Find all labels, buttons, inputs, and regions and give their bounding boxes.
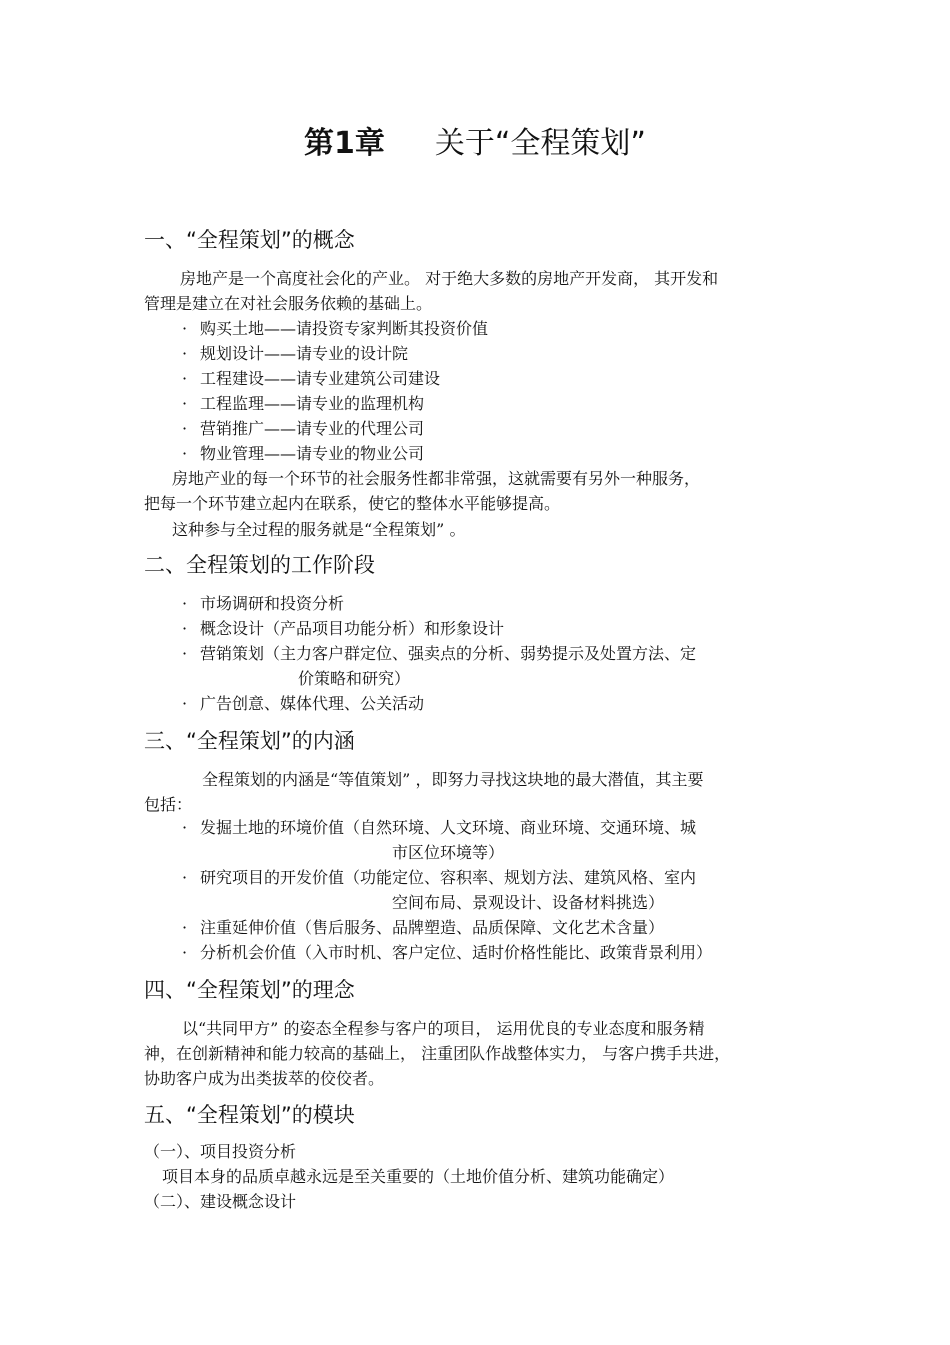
section-2-heading: 二、全程策划的工作阶段 (144, 553, 375, 577)
s1-paragraph-line: 房地产业的每一个环节的社会服务性都非常强，这就需要有另外一种服务， (172, 469, 701, 488)
s2-bullet: · 概念设计（产品项目功能分析）和形象设计 (182, 619, 505, 638)
s1-paragraph-line: 管理是建立在对社会服务依赖的基础上。 (144, 294, 433, 313)
s2-bullet: · 营销策划（主力客户群定位、强卖点的分析、弱势提示及处置方法、定 (182, 644, 697, 663)
section-3-heading: 三、“全程策划”的内涵 (144, 729, 355, 753)
section-5-heading: 五、“全程策划”的模块 (144, 1103, 355, 1127)
s3-bullet: · 注重延伸价值（售后服务、品牌塑造、品质保障、文化艺术含量） (182, 918, 665, 937)
s3-paragraph-line: 包括： (144, 795, 193, 814)
s1-bullet: · 物业管理——请专业的物业公司 (182, 444, 425, 463)
s2-bullet-continuation: 价策略和研究） (298, 669, 411, 688)
s1-bullet: · 工程监理——请专业的监理机构 (182, 394, 425, 413)
section-1-heading: 一、“全程策划”的概念 (144, 228, 355, 252)
section-4-heading: 四、“全程策划”的理念 (144, 978, 355, 1002)
s1-bullet: · 规划设计——请专业的设计院 (182, 344, 409, 363)
s4-paragraph-line: 以“共同甲方” 的姿态全程参与客户的项目， 运用优良的专业态度和服务精 (182, 1019, 705, 1038)
s1-bullet: · 购买土地——请投资专家判断其投资价值 (182, 319, 489, 338)
s5-subheading: （二）、建设概念设计 (144, 1192, 297, 1211)
s4-paragraph-line: 神，在创新精神和能力较高的基础上， 注重团队作战整体实力， 与客户携手共进， (144, 1044, 731, 1063)
s1-bullet: · 工程建设——请专业建筑公司建设 (182, 369, 441, 388)
s1-paragraph-line: 把每一个环节建立起内在联系，使它的整体水平能够提高。 (144, 494, 561, 513)
s3-bullet-continuation: 空间布局、景观设计、设备材料挑选） (392, 893, 665, 912)
s3-bullet: · 分析机会价值（入市时机、客户定位、适时价格性能比、政策背景利用） (182, 943, 713, 962)
s5-paragraph-line: 项目本身的品质卓越永远是至关重要的（土地价值分析、建筑功能确定） (162, 1167, 675, 1186)
s1-paragraph-line: 房地产是一个高度社会化的产业。 对于绝大多数的房地产开发商， 其开发和 (180, 269, 719, 288)
s2-bullet: · 广告创意、媒体代理、公关活动 (182, 694, 425, 713)
chapter-title (0, 124, 950, 164)
s2-bullet: · 市场调研和投资分析 (182, 594, 345, 613)
s1-bullet: · 营销推广——请专业的代理公司 (182, 419, 425, 438)
chapter-number: 第1章 (304, 126, 385, 161)
s1-paragraph-line: 这种参与全过程的服务就是“全程策划” 。 (172, 520, 466, 539)
s5-subheading: （一）、项目投资分析 (144, 1142, 297, 1161)
s3-bullet-continuation: 市区位环境等） (392, 843, 505, 862)
s4-paragraph-line: 协助客户成为出类拔萃的佼佼者。 (144, 1069, 385, 1088)
s3-bullet: · 发掘土地的环境价值（自然环境、人文环境、商业环境、交通环境、城 (182, 818, 697, 837)
chapter-name: 关于“全程策划” (434, 126, 646, 161)
s3-bullet: · 研究项目的开发价值（功能定位、容积率、规划方法、建筑风格、室内 (182, 868, 697, 887)
s3-paragraph-line: 全程策划的内涵是“等值策划” ，即努力寻找这块地的最大潜值，其主要 (202, 770, 704, 789)
